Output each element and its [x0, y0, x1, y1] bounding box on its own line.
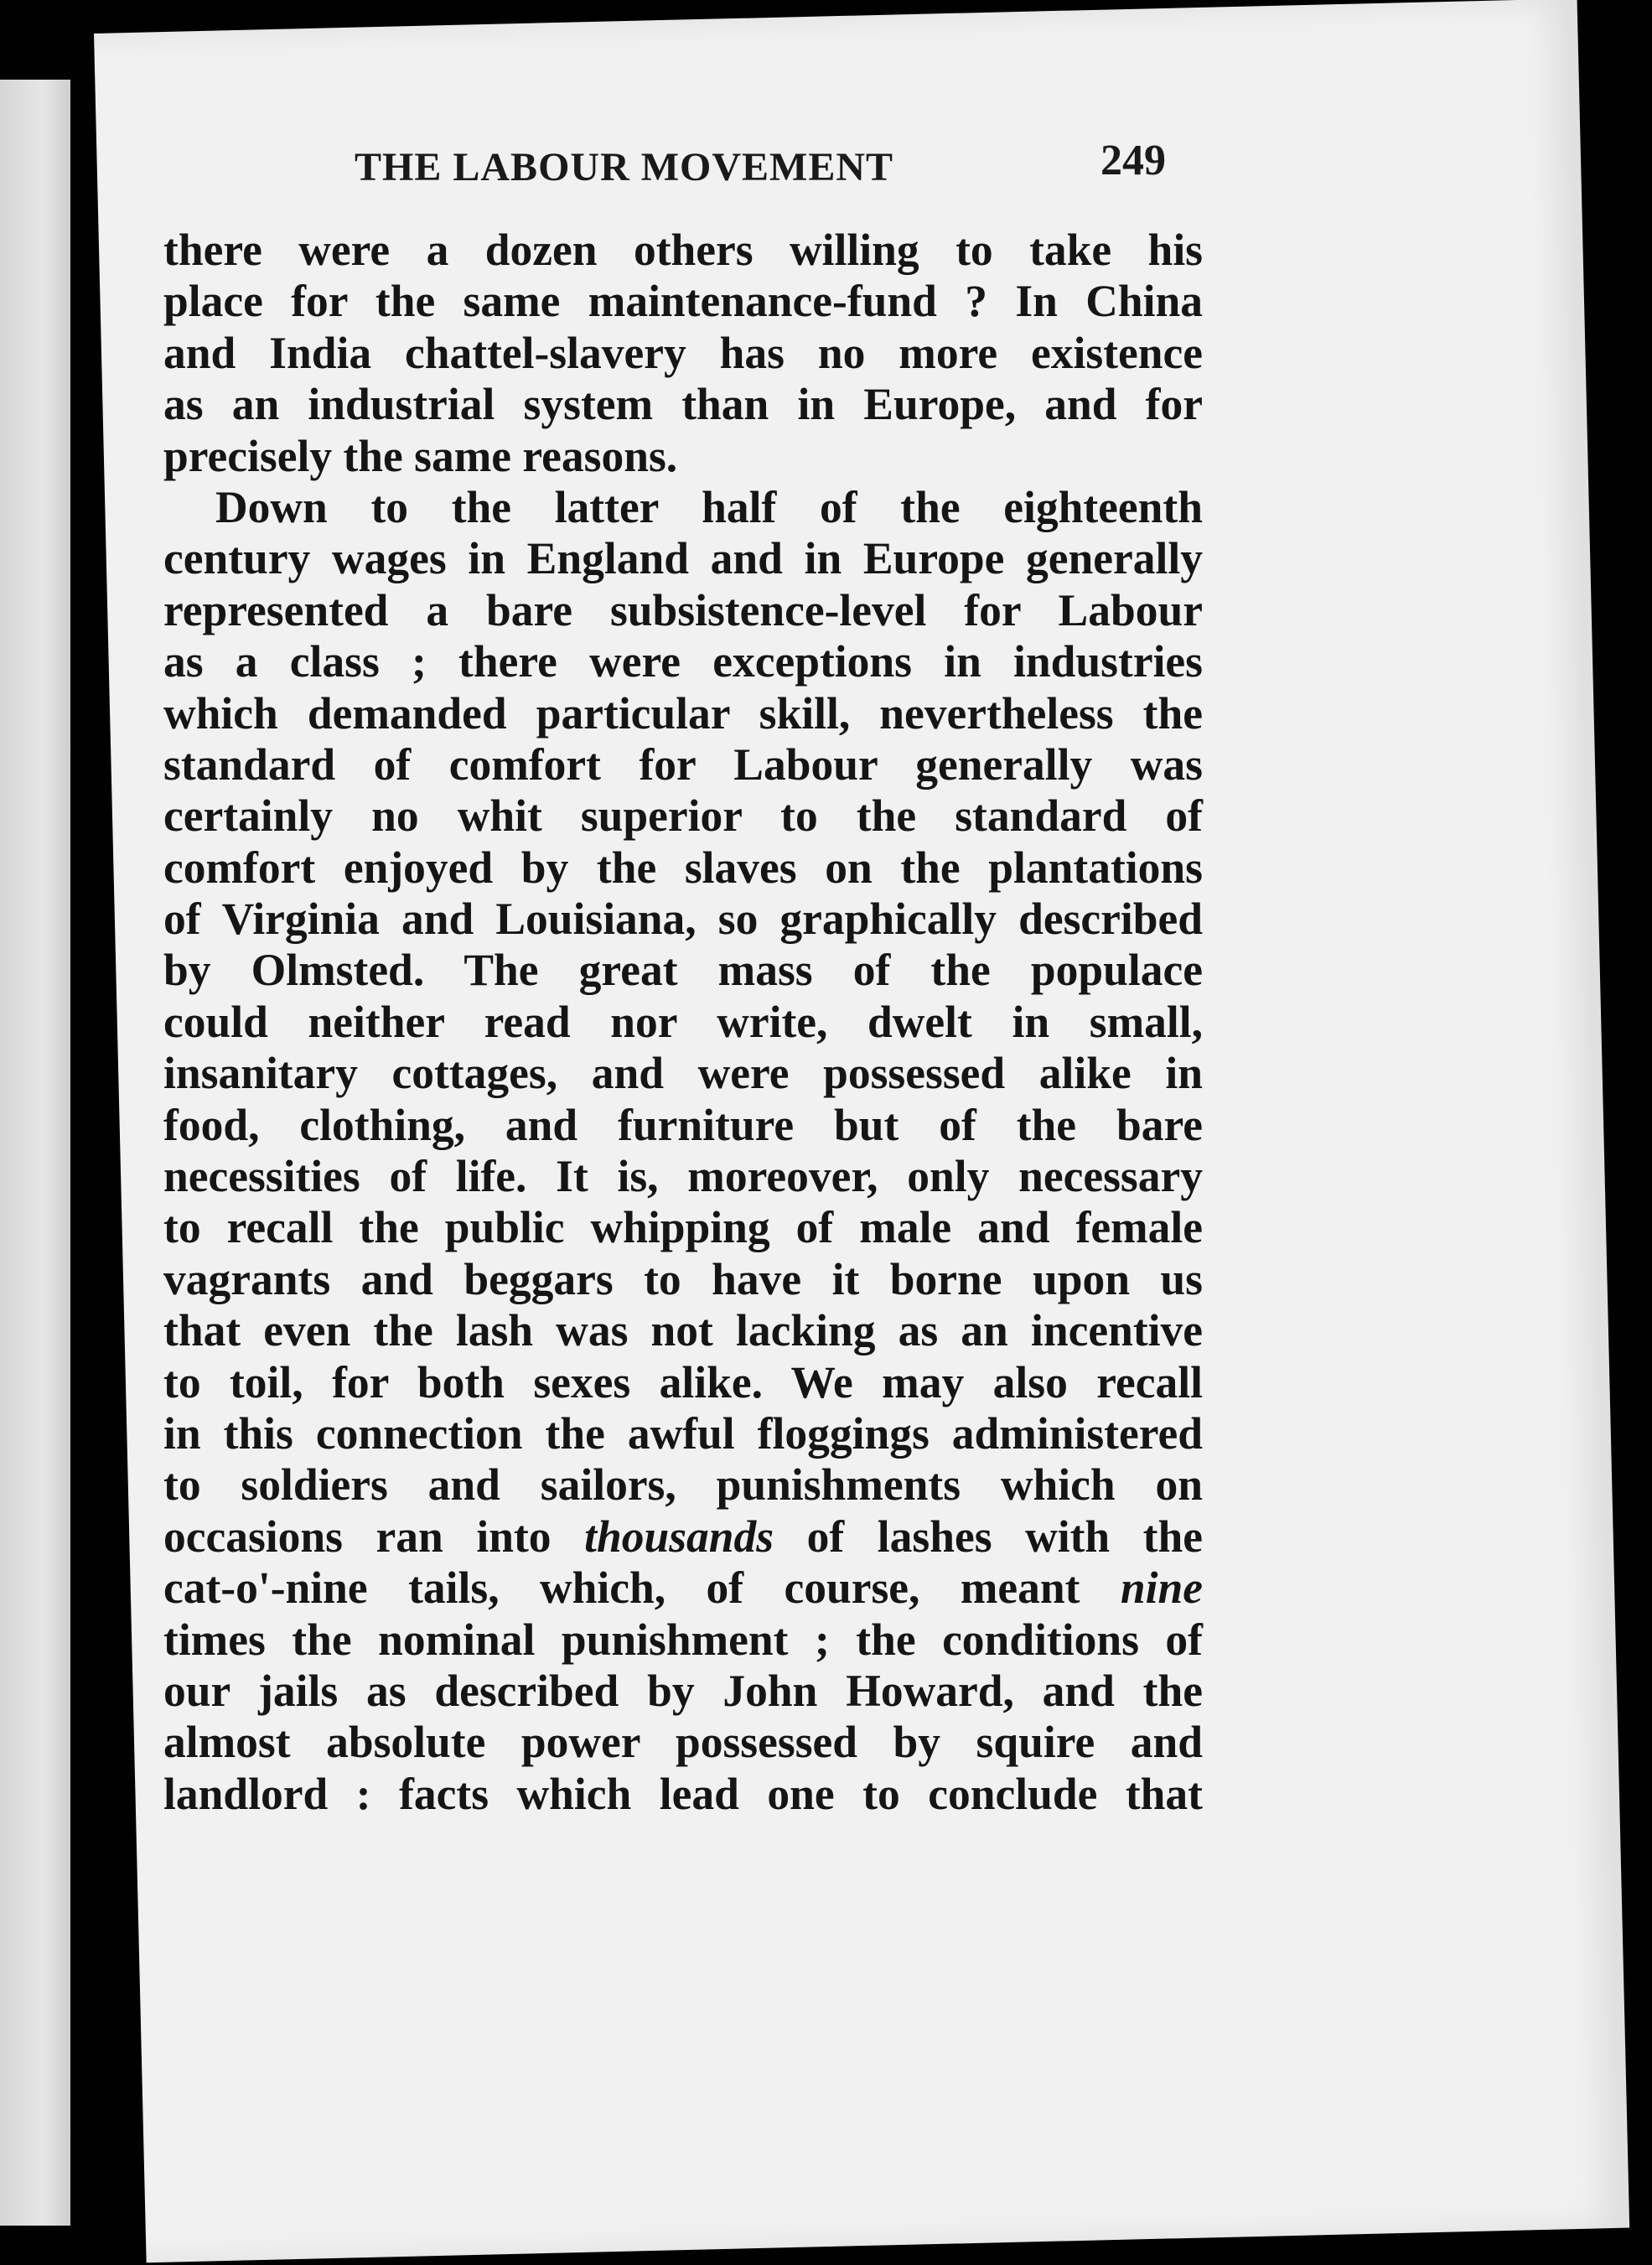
text-line: which demanded particular skill, nevertheless the	[163, 687, 1203, 739]
paragraph-2	[163, 482, 1203, 1820]
text-line: could neither read nor write, dwelt in small,	[163, 996, 1203, 1047]
paragraph-1	[163, 225, 1203, 482]
italic-word: nine	[1120, 1563, 1203, 1614]
body-text	[163, 225, 1203, 1820]
text-line: as a class ; there were exceptions in industries	[163, 636, 1203, 687]
text-line: represented a bare subsistence-level for Labour	[163, 584, 1203, 635]
text-line: necessities of life. It is, moreover, only necessary	[163, 1151, 1203, 1202]
text-line: of Virginia and Louisiana, so graphically described	[163, 894, 1203, 945]
text-segment: of lashes with the	[774, 1511, 1203, 1562]
text-line-with-italic	[163, 1511, 1203, 1563]
text-line: comfort enjoyed by the slaves on the plantations	[163, 842, 1203, 893]
text-line: as an industrial system than in Europe, and for	[163, 379, 1203, 430]
text-line: times the nominal punishment ; the conditions of	[163, 1614, 1203, 1665]
running-head	[262, 137, 1201, 203]
text-line: certainly no whit superior to the standard of	[163, 790, 1203, 842]
text-line: food, clothing, and furniture but of the bare	[163, 1099, 1203, 1150]
text-line: insanitary cottages, and were possessed alike in	[163, 1048, 1203, 1099]
running-head-title: THE LABOUR MOVEMENT	[355, 145, 894, 189]
text-line: by Olmsted. The great mass of the populace	[163, 945, 1203, 996]
text-line: and India chattel-slavery has no more existence	[163, 327, 1203, 378]
text-line: almost absolute power possessed by squire and	[163, 1717, 1203, 1768]
text-line: that even the lash was not lacking as an incentive	[163, 1305, 1203, 1356]
text-line: Down to the latter half of the eighteenth	[215, 481, 1203, 532]
text-line-with-italic	[163, 1563, 1203, 1614]
text-line: vagrants and beggars to have it borne upon us	[163, 1253, 1203, 1304]
text-line: to toil, for both sexes alike. We may also recall	[163, 1356, 1203, 1407]
text-line: there were a dozen others willing to take his	[163, 225, 1203, 275]
text-line: to recall the public whipping of male and female	[163, 1202, 1203, 1253]
text-line: to soldiers and sailors, punishments which on	[163, 1459, 1203, 1511]
text-line: place for the same maintenance-fund ? In China	[163, 276, 1203, 327]
page-number: 249	[1100, 137, 1166, 184]
text-line: precisely the same reasons.	[163, 430, 678, 481]
text-line: landlord : facts which lead one to conclude that	[163, 1768, 1203, 1819]
italic-word: thousands	[584, 1511, 774, 1562]
text-line: century wages in England and in Europe generally	[163, 533, 1203, 584]
text-line: our jails as described by John Howard, and the	[163, 1665, 1203, 1716]
text-line: in this connection the awful floggings administered	[163, 1407, 1203, 1459]
text-line: standard of comfort for Labour generally was	[163, 739, 1203, 790]
text-segment: cat-o'-nine tails, which, of course, meant	[163, 1563, 1121, 1614]
left-page-edge	[0, 80, 79, 2226]
book-gutter	[70, 50, 96, 2265]
text-segment: occasions ran into	[163, 1511, 585, 1562]
